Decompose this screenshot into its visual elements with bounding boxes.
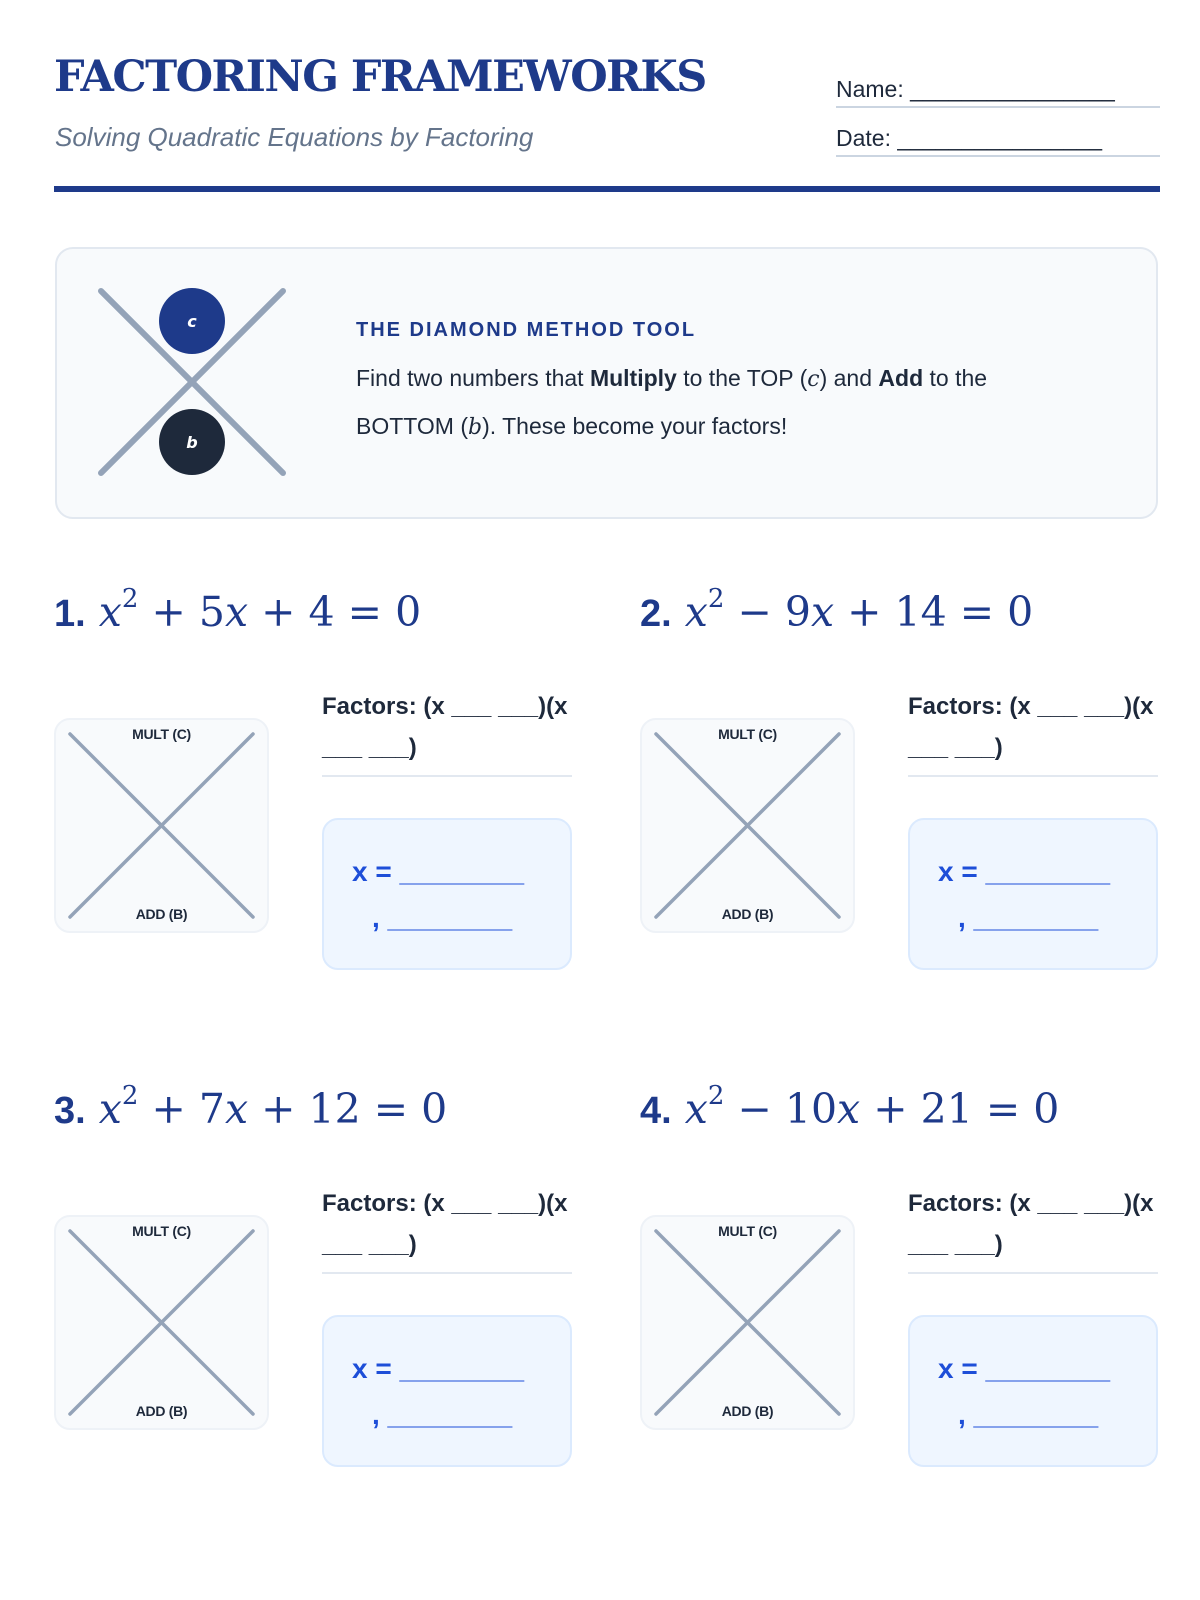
bottom-circle-label: b — [186, 433, 198, 452]
answer-box[interactable] — [908, 1315, 1158, 1467]
mult-label: MULT (C) — [132, 1223, 191, 1239]
add-label: ADD (B) — [721, 906, 774, 922]
diamond-x — [56, 1217, 267, 1428]
mult-label: MULT (C) — [132, 726, 191, 742]
diamond-x-diagram — [97, 287, 287, 477]
page-title: FACTORING FRAMEWORKS — [54, 52, 706, 102]
answer-second-blank[interactable]: , ________ — [372, 902, 513, 933]
factors-divider — [908, 1272, 1158, 1274]
equation: 3. $x^2 + 7x + 12 = 0$ — [54, 1081, 448, 1133]
instr-bold-add: Add — [878, 365, 924, 391]
answer-second-blank[interactable]: , ________ — [958, 1399, 1099, 1430]
factors-blank[interactable]: Factors: (x ___ ___)(x ___ ___) — [322, 693, 568, 761]
diamond-workspace[interactable] — [640, 1215, 855, 1430]
factors-blank[interactable]: Factors: (x ___ ___)(x ___ ___) — [908, 693, 1154, 761]
problem-number: 3. — [54, 1090, 86, 1132]
instr-var-b: b — [468, 415, 483, 440]
instr-text: ). These become your factors! — [482, 413, 788, 439]
add-label: ADD (B) — [135, 906, 188, 922]
problem-number: 4. — [640, 1090, 672, 1132]
factors-divider — [322, 775, 572, 777]
diamond-x — [642, 720, 853, 931]
answer-x-blank[interactable]: x = ________ — [938, 856, 1111, 887]
name-field[interactable]: Name: ________________ — [836, 76, 1160, 108]
instr-text: ) and — [819, 365, 879, 391]
page-subtitle: Solving Quadratic Equations by Factoring — [55, 122, 534, 152]
equation: 1. $x^2 + 5x + 4 = 0$ — [54, 584, 422, 636]
instr-text: to the TOP ( — [676, 365, 808, 391]
add-label: ADD (B) — [721, 1403, 774, 1419]
mult-label: MULT (C) — [718, 726, 777, 742]
top-circle-label: c — [187, 312, 197, 331]
diamond-method-card — [55, 247, 1158, 519]
equation: 2. $x^2 - 9x + 14 = 0$ — [640, 584, 1034, 636]
instr-bold-multiply: Multiply — [589, 365, 677, 391]
diamond-workspace[interactable] — [54, 718, 269, 933]
instr-text: Find two numbers that — [356, 365, 590, 391]
instr-var-c: c — [807, 367, 820, 392]
diamond-workspace[interactable] — [54, 1215, 269, 1430]
problem-number: 1. — [54, 593, 86, 635]
answer-x-blank[interactable]: x = ________ — [352, 856, 525, 887]
problem-number: 2. — [640, 593, 672, 635]
answer-box[interactable] — [322, 818, 572, 970]
add-label: ADD (B) — [135, 1403, 188, 1419]
answer-second-blank[interactable]: , ________ — [958, 902, 1099, 933]
problem-2 — [640, 584, 1160, 1018]
answer-x-blank[interactable]: x = ________ — [938, 1353, 1111, 1384]
factors-blank[interactable]: Factors: (x ___ ___)(x ___ ___) — [908, 1190, 1154, 1258]
factors-divider — [908, 775, 1158, 777]
answer-box[interactable] — [322, 1315, 572, 1467]
card-instructions — [356, 355, 1076, 451]
factors-divider — [322, 1272, 572, 1274]
card-heading: THE DIAMOND METHOD TOOL — [356, 319, 697, 341]
diamond-x — [642, 1217, 853, 1428]
header-divider — [54, 186, 1160, 192]
problem-3 — [54, 1081, 574, 1515]
answer-box[interactable] — [908, 818, 1158, 970]
date-field[interactable]: Date: ________________ — [836, 125, 1160, 157]
problem-4 — [640, 1081, 1160, 1515]
factors-blank[interactable]: Factors: (x ___ ___)(x ___ ___) — [322, 1190, 568, 1258]
diamond-x — [56, 720, 267, 931]
mult-label: MULT (C) — [718, 1223, 777, 1239]
equation: 4. $x^2 - 10x + 21 = 0$ — [640, 1081, 1060, 1133]
answer-second-blank[interactable]: , ________ — [372, 1399, 513, 1430]
diamond-workspace[interactable] — [640, 718, 855, 933]
instr-text: to the BOTTOM ( — [356, 365, 988, 439]
problem-1 — [54, 584, 574, 1018]
answer-x-blank[interactable]: x = ________ — [352, 1353, 525, 1384]
